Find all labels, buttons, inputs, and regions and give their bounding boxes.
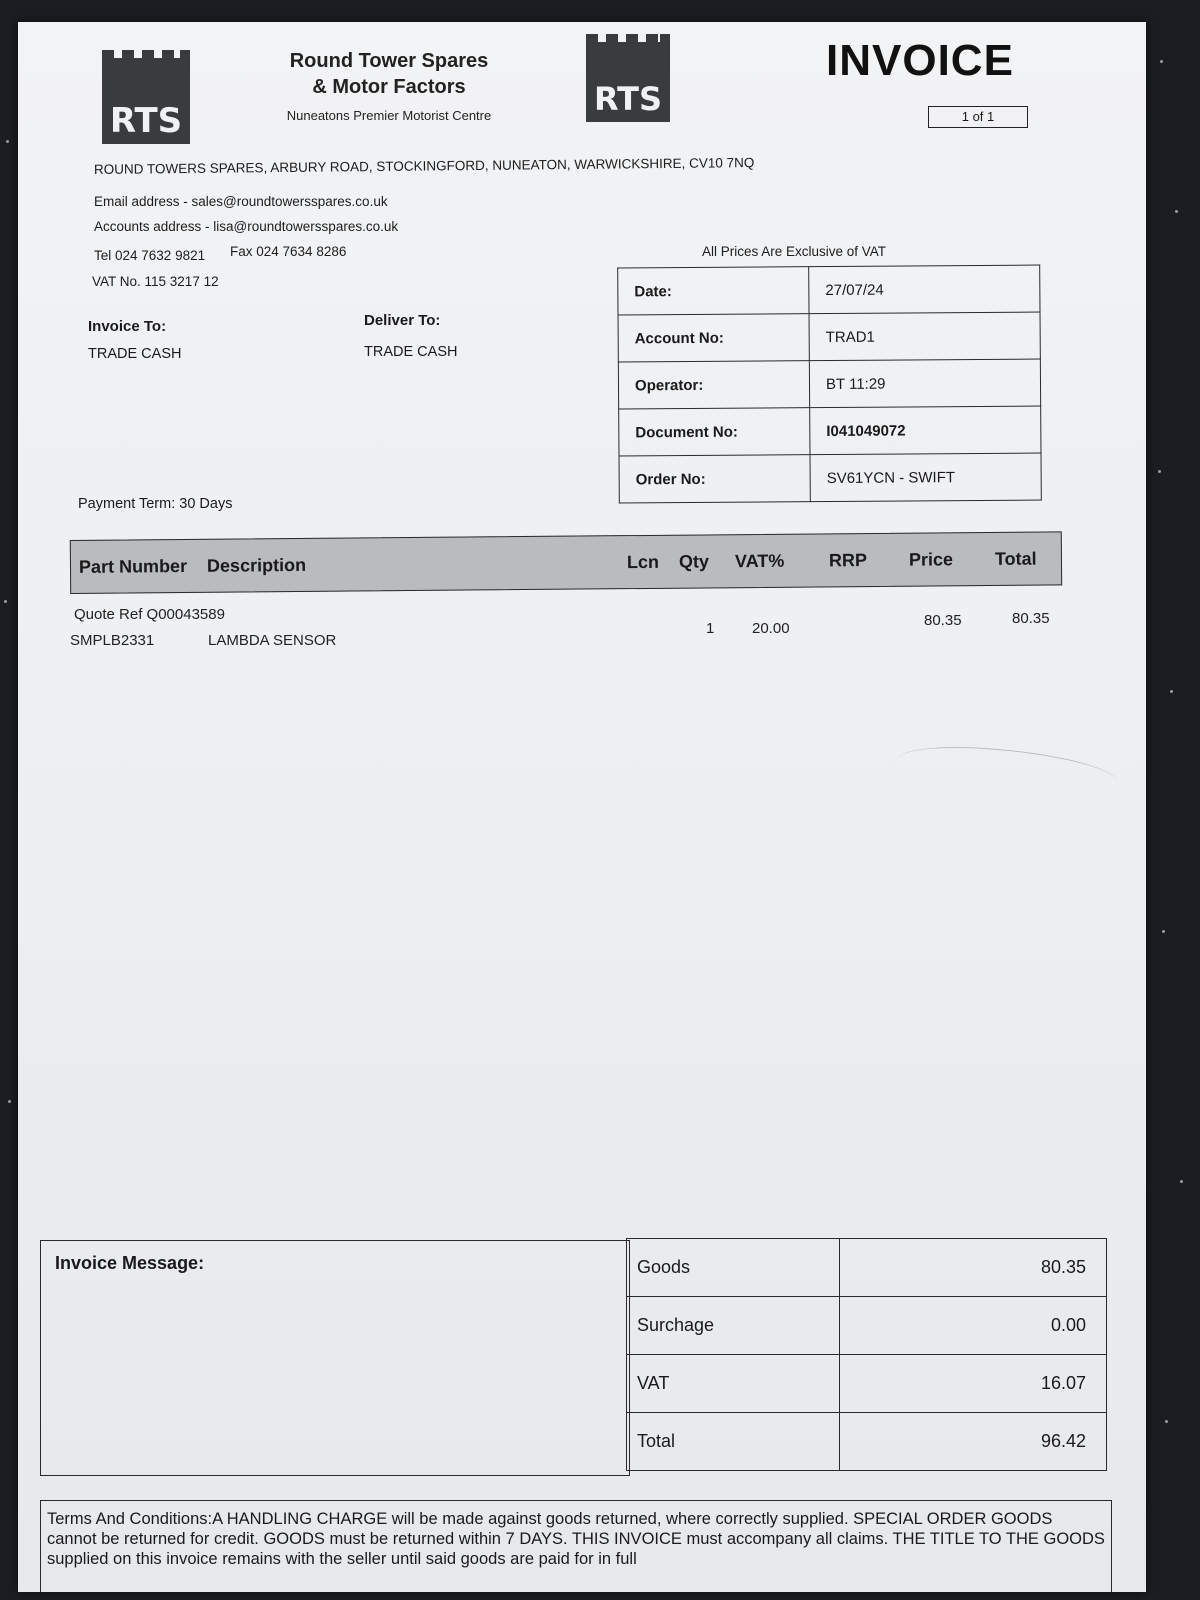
col-total: Total bbox=[994, 548, 1037, 569]
col-qty: Qty bbox=[678, 551, 710, 572]
company-email: Email address - sales@roundtowersspares.co.uk bbox=[94, 194, 388, 209]
totals-value: 16.07 bbox=[840, 1355, 1107, 1413]
col-vat: VAT% bbox=[734, 550, 785, 572]
totals-value: 80.35 bbox=[840, 1239, 1107, 1297]
col-lcn: Lcn bbox=[626, 551, 660, 573]
terms-and-conditions: Terms And Conditions:A HANDLING CHARGE will be made against goods returned, where correctly supplied. SPECIAL ORDER GOODS cannot be returned for credit. GOODS must be returned within 7 DAYS. THIS INVOICE must accompany all claims. THE TITLE TO THE GOODS supplied on this invoice remains with the seller until said goods are paid for in full bbox=[40, 1500, 1112, 1592]
item-total: 80.35 bbox=[1012, 610, 1050, 627]
info-row-document bbox=[619, 406, 1041, 456]
paper-crease bbox=[896, 739, 1119, 803]
deliver-to-label: Deliver To: bbox=[364, 312, 441, 329]
company-tel: Tel 024 7632 9821 bbox=[94, 248, 206, 263]
info-row-operator bbox=[618, 359, 1040, 409]
col-rrp: RRP bbox=[828, 550, 868, 571]
company-logo-center bbox=[584, 34, 672, 124]
company-accounts-email: Accounts address - lisa@roundtowersspares.co.uk bbox=[94, 219, 399, 234]
totals-row-goods bbox=[627, 1239, 1107, 1297]
item-description: LAMBDA SENSOR bbox=[208, 632, 337, 649]
item-price: 80.35 bbox=[924, 612, 962, 629]
info-row-account bbox=[618, 312, 1040, 362]
company-address: ROUND TOWERS SPARES, ARBURY ROAD, STOCKINGFORD, NUNEATON, WARWICKSHIRE, CV10 7NQ bbox=[93, 155, 755, 177]
info-label: Document No: bbox=[619, 408, 810, 456]
line-items-header bbox=[70, 531, 1062, 594]
info-value: TRAD1 bbox=[809, 312, 1040, 361]
totals-value: 0.00 bbox=[840, 1297, 1107, 1355]
totals-label: Goods bbox=[627, 1239, 840, 1297]
quote-reference: Quote Ref Q00043589 bbox=[74, 606, 225, 623]
info-row-order bbox=[619, 453, 1041, 503]
company-logo-left bbox=[100, 50, 192, 146]
company-fax: Fax 024 7634 8286 bbox=[230, 244, 347, 259]
info-label: Order No: bbox=[619, 455, 810, 503]
totals-row-total bbox=[627, 1413, 1107, 1471]
info-label: Operator: bbox=[618, 361, 809, 409]
col-description: Description bbox=[206, 554, 307, 576]
info-row-date bbox=[618, 265, 1040, 315]
page-indicator: 1 of 1 bbox=[928, 106, 1028, 128]
totals-label: Surchage bbox=[627, 1297, 840, 1355]
totals-label: VAT bbox=[627, 1355, 840, 1413]
invoice-info-table bbox=[617, 265, 1042, 504]
company-name-line2: & Motor Factors bbox=[312, 76, 466, 98]
info-value: 27/07/24 bbox=[809, 265, 1040, 314]
info-value: SV61YCN - SWIFT bbox=[810, 453, 1041, 502]
invoice-message-label: Invoice Message: bbox=[55, 1253, 205, 1273]
vat-exclusive-note: All Prices Are Exclusive of VAT bbox=[702, 244, 887, 259]
info-label: Date: bbox=[618, 267, 809, 315]
item-vat: 20.00 bbox=[752, 620, 790, 637]
company-name-line1: Round Tower Spares bbox=[289, 50, 489, 72]
totals-row-surcharge bbox=[627, 1297, 1107, 1355]
col-price: Price bbox=[908, 549, 954, 570]
deliver-to-value: TRADE CASH bbox=[364, 344, 458, 360]
invoice-message-box bbox=[40, 1240, 630, 1476]
totals-row-vat bbox=[627, 1355, 1107, 1413]
company-tagline: Nuneatons Premier Motorist Centre bbox=[286, 108, 492, 123]
info-value: BT 11:29 bbox=[809, 359, 1040, 408]
item-part-number: SMPLB2331 bbox=[70, 632, 155, 649]
totals-value: 96.42 bbox=[840, 1413, 1107, 1471]
payment-term: Payment Term: 30 Days bbox=[78, 496, 233, 512]
totals-label: Total bbox=[627, 1413, 840, 1471]
item-qty: 1 bbox=[706, 620, 715, 637]
totals-table bbox=[626, 1238, 1107, 1471]
invoice-to-value: TRADE CASH bbox=[88, 346, 182, 362]
svg-text:RTS: RTS bbox=[109, 101, 183, 141]
svg-text:RTS: RTS bbox=[593, 80, 663, 118]
info-label: Account No: bbox=[618, 314, 809, 362]
company-vat-number: VAT No. 115 3217 12 bbox=[92, 274, 219, 289]
invoice-to-label: Invoice To: bbox=[88, 318, 167, 335]
document-title: INVOICE bbox=[826, 36, 1014, 85]
info-value: I041049072 bbox=[810, 406, 1041, 455]
invoice-sheet bbox=[18, 22, 1146, 1592]
col-part-number: Part Number bbox=[78, 555, 188, 577]
